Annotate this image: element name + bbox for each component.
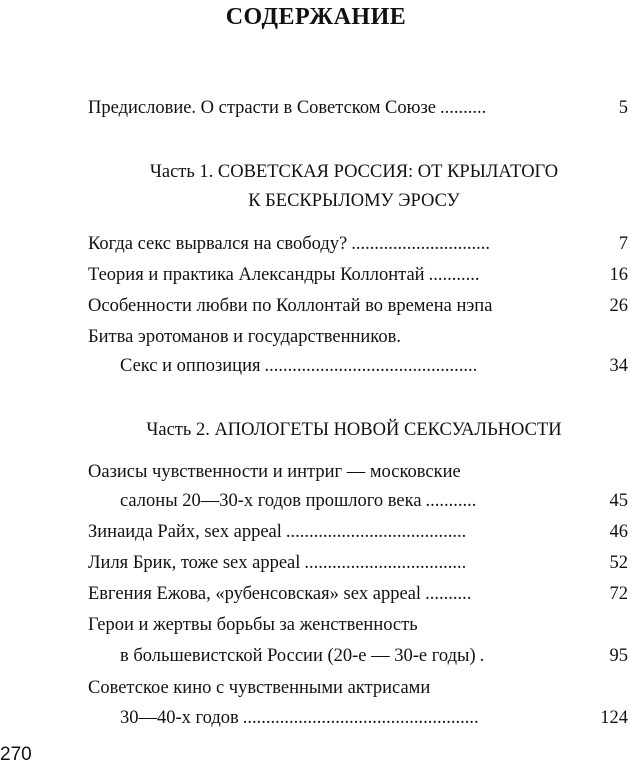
- toc-entry: [88, 613, 628, 637]
- toc-entry-label: в большевистской России (20-е — 30-е годы): [120, 646, 476, 666]
- toc-entry-page: 7: [618, 234, 628, 254]
- toc-entry-page: 46: [609, 522, 628, 542]
- toc-entry: [88, 294, 628, 318]
- toc-entry: [88, 232, 628, 256]
- part1-heading-line1: Часть 1. СОВЕТСКАЯ РОССИЯ: ОТ КРЫЛАТОГО: [149, 162, 559, 182]
- toc-entry-label: Предисловие. О страсти в Советском Союзе: [88, 98, 436, 118]
- toc-entry-page: 72: [609, 584, 628, 604]
- toc-entry-label: Теория и практика Александры Коллонтай: [88, 265, 425, 285]
- page-number: 270: [0, 744, 32, 765]
- toc-entry-label: Битва эротоманов и государственников.: [88, 327, 401, 347]
- toc-entry-label: Секс и оппозиция: [120, 356, 261, 376]
- toc-entry-dots: ...................................: [304, 553, 467, 573]
- page-title: СОДЕРЖАНИЕ: [225, 4, 407, 30]
- toc-entry-page: 26: [609, 296, 628, 316]
- toc-entry-dots: ...........: [428, 265, 480, 285]
- toc-entry: [88, 551, 628, 575]
- toc-entry: [88, 325, 628, 349]
- toc-entry-page: 95: [609, 646, 628, 666]
- toc-entry: [88, 582, 628, 606]
- toc-entry: [88, 263, 628, 287]
- toc-entry-dots: ...........: [425, 491, 477, 511]
- part1-heading-line2: К БЕСКРЫЛОМУ ЭРОСУ: [248, 191, 460, 211]
- toc-entry-preface: [88, 96, 628, 120]
- toc-entry-page: 52: [609, 553, 628, 573]
- toc-entry-label: Оазисы чувственности и интриг — московские: [88, 462, 461, 482]
- toc-entry: [88, 460, 628, 484]
- toc-entry-label: Лиля Брик, тоже sex appeal: [88, 553, 301, 573]
- toc-entry-dots: ..........: [440, 98, 487, 118]
- toc-entry-dots: ..............................: [351, 234, 491, 254]
- toc-entry-label: Герои и жертвы борьбы за женственность: [88, 615, 418, 635]
- toc-entry: [88, 520, 628, 544]
- toc-entry-dots: .: [479, 646, 485, 666]
- toc-entry: [120, 354, 628, 378]
- toc-entry-dots: ..............................................: [264, 356, 478, 376]
- toc-entry-dots: .......................................: [285, 522, 467, 542]
- toc-entry-dots: ..........: [425, 584, 472, 604]
- toc-entry-page: 34: [609, 356, 628, 376]
- toc-entry: [120, 489, 628, 513]
- toc-entry-label: Особенности любви по Коллонтай во времена нэпа: [88, 296, 493, 316]
- toc-entry: [120, 706, 628, 730]
- toc-entry-page: 5: [618, 98, 628, 118]
- toc-entry-page: 16: [609, 265, 628, 285]
- part2-heading: Часть 2. АПОЛОГЕТЫ НОВОЙ СЕКСУАЛЬНОСТИ: [146, 420, 562, 440]
- toc-entry-page: 124: [600, 708, 628, 728]
- toc-entry-label: Советское кино с чувственными актрисами: [88, 678, 431, 698]
- toc-entry-label: 30—40-х годов: [120, 708, 239, 728]
- toc-entry-label: салоны 20—30-х годов прошлого века: [120, 491, 422, 511]
- toc-entry-label: Когда секс вырвался на свободу?: [88, 234, 348, 254]
- toc-entry-dots: ...................................................: [242, 708, 479, 728]
- toc-entry-label: Зинаида Райх, sex appeal: [88, 522, 282, 542]
- toc-entry-label: Евгения Ежова, «рубенсовская» sex appeal: [88, 584, 422, 604]
- toc-entry: [88, 676, 628, 700]
- toc-entry: [120, 644, 628, 668]
- toc-entry-page: 45: [609, 491, 628, 511]
